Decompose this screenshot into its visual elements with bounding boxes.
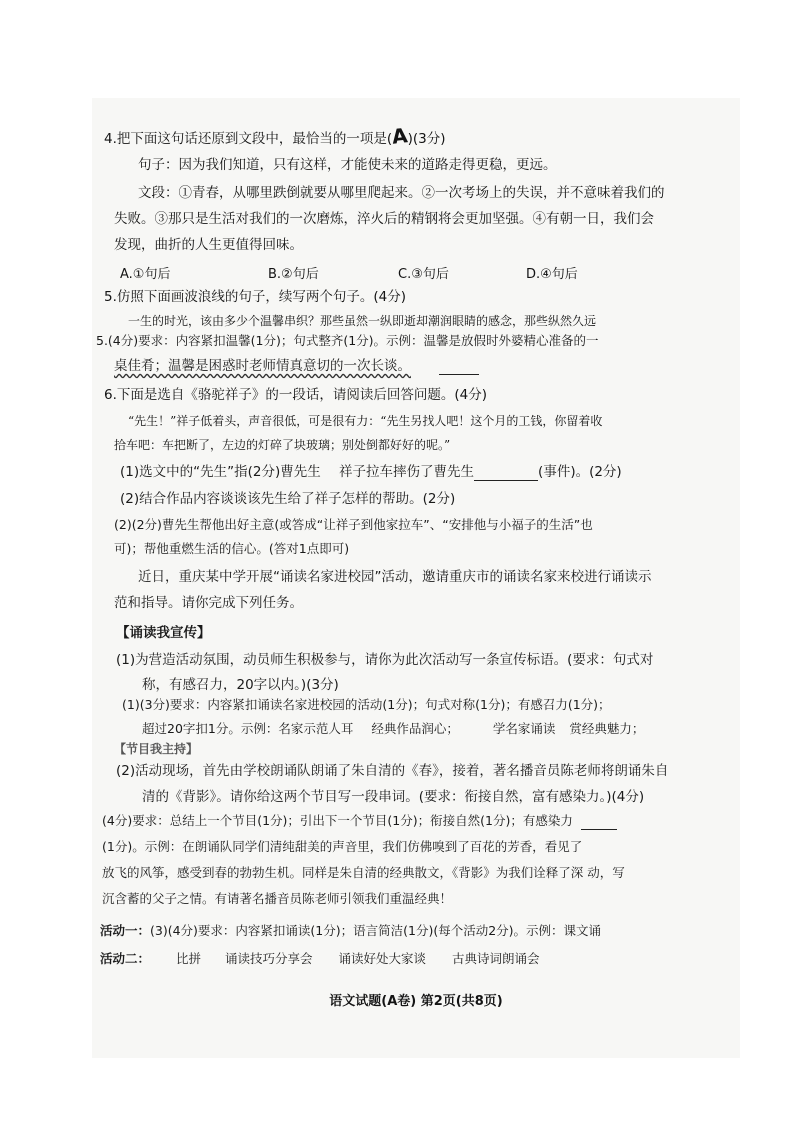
q5-answer-line2 — [114, 357, 479, 375]
q7-task1-line1: (1)为营造活动氛围，动员师生积极参与，请你为此次活动写一条宣传标语。(要求：句式对 — [116, 652, 654, 668]
q4-passage-line1: 文段：①青春，从哪里跌倒就要从哪里爬起来。②一次考场上的失误，并不意味着我们的 — [138, 185, 665, 201]
q7-task2-answer-line4: 沉含蓄的父子之情。有请著名播音员陈老师引领我们重温经典！ — [102, 891, 453, 906]
q4-option-a: A.①句后 — [120, 267, 171, 282]
q4-sentence: 句子：因为我们知道，只有这样，才能使未来的道路走得更稳，更远。 — [138, 157, 557, 173]
q7-task1-answer-line1: (1)(3分)要求：内容紧扣诵读名家进校园的活动(1分)；句式对称(1分)；有感召力(1分)； — [122, 697, 611, 712]
q5-example: 一生的时光，该由多少个温馨串织？那些虽然一纵即逝却潮润眼睛的感念，那些纵然久远 — [128, 314, 597, 328]
page-footer: 语文试题(A卷) 第2页(共8页) — [329, 994, 503, 1009]
q6-sub1-answer-event: 祥子拉车摔伤了曹先生 — [339, 464, 475, 480]
q7-task3-answer-line1: 活动一：(3)(4分)要求：内容紧扣诵读(1分)；语言简洁(1分)(每个活动2分)。示例：课文诵 — [100, 923, 602, 938]
q4-stem: 4.把下面这句话还原到文段中，最恰当的一项是(A)(3分) — [104, 123, 446, 149]
q6-sub2: (2)结合作品内容谈谈该先生给了祥子怎样的帮助。(2分) — [120, 491, 456, 507]
q6-quote-line1: “先生！”祥子低着头，声音很低，可是很有力：“先生另找人吧！这个月的工钱，你留着收 — [128, 414, 603, 428]
q4-passage-line2: 失败。③那只是生活对我们的一次磨炼，淬火后的精钢将会更加坚强。④有朝一日，我们会 — [114, 211, 654, 227]
q7-intro-line2: 范和指导。请你完成下列任务。 — [114, 595, 303, 611]
q6-sub2-answer-line2: 可)；帮他重燃生活的信心。(答对1点即可) — [114, 541, 350, 556]
q4-option-c: C.③句后 — [398, 267, 449, 282]
q6-sub1-answer-inline: (2分)曹先生 — [247, 464, 321, 480]
q7-task2-answer-line2: (1分)。示例：在朗诵队同学们清纯甜美的声音里，我们仿佛嗅到了百花的芳香，看见了 — [102, 839, 583, 854]
handwritten-answer: A — [390, 123, 409, 149]
q7-intro-line1: 近日，重庆某中学开展“诵读名家进校园”活动，邀请重庆市的诵读名家来校进行诵读示 — [138, 569, 652, 585]
q5-answer-blank — [439, 362, 479, 375]
q6-quote-line2: 拾车吧：车把断了，左边的灯碎了块玻璃；别处倒都好好的呢。” — [114, 438, 451, 452]
q7-task2-line1: (2)活动现场，首先由学校朗诵队朗诵了朱自清的《春》，接着，著名播音员陈老师将朗诵朱自 — [116, 763, 669, 779]
q6-sub2-answer-line1: (2)(2分)曹先生帮他出好主意(或答成“让祥子到他家拉车”、“安排他与小福子的生活”也 — [114, 517, 593, 532]
q5-answer-line1: 5.(4分)要求：内容紧扣温馨(1分)；句式整齐(1分)。示例：温馨是放假时外婆精心准备的一 — [96, 333, 599, 348]
q7-task3-answer-line2: 活动二： 比拼 诵读技巧分享会 诵读好处大家谈 古典诗词朗诵会 — [100, 951, 540, 966]
q6-sub1: (1)选文中的“先生”指(2分)曹先生 祥子拉车摔伤了曹先生 (事件)。(2分) — [120, 464, 622, 480]
q7-task2-answer-line3: 放飞的风筝，感受到春的勃勃生机。同样是朱自清的经典散文，《背影》为我们诠释了深 动，写 — [102, 865, 625, 880]
q6-sub1-blank — [474, 468, 538, 481]
q7-task2-line2: 清的《背影》。请你给这两个节目写一段串词。(要求：衔接自然，富有感染力。)(4分) — [142, 789, 645, 805]
q7-section2-title: 【节目我主持】 — [114, 742, 199, 756]
q4-option-d: D.④句后 — [526, 267, 578, 282]
q5-stem: 5.仿照下面画波浪线的句子，续写两个句子。(4分) — [104, 289, 407, 305]
q7-task1-line2: 称，有感召力，20字以内。)(3分) — [142, 677, 339, 693]
q5-answer-wavy: 桌佳肴；温馨是困惑时老师情真意切的一次长谈。 — [114, 358, 411, 374]
q4-option-b: B.②句后 — [268, 267, 319, 282]
exam-page — [92, 98, 740, 1058]
q4-passage-line3: 发现，曲折的人生更值得回味。 — [114, 237, 303, 253]
q6-stem: 6.下面是选自《骆驼祥子》的一段话，请阅读后回答问题。(4分) — [104, 387, 488, 403]
q7-task2-answer-line1: (4分)要求：总结上一个节目(1分)；引出下一个节目(1分)；衔接自然(1分)；有感染力 — [102, 812, 617, 830]
q7-task1-answer-line2: 超过20字扣1分。示例：名家示范人耳 经典作品润心； 学名家诵读 赏经典魅力； — [142, 721, 645, 736]
q7-section1-title: 【诵读我宣传】 — [116, 625, 211, 641]
